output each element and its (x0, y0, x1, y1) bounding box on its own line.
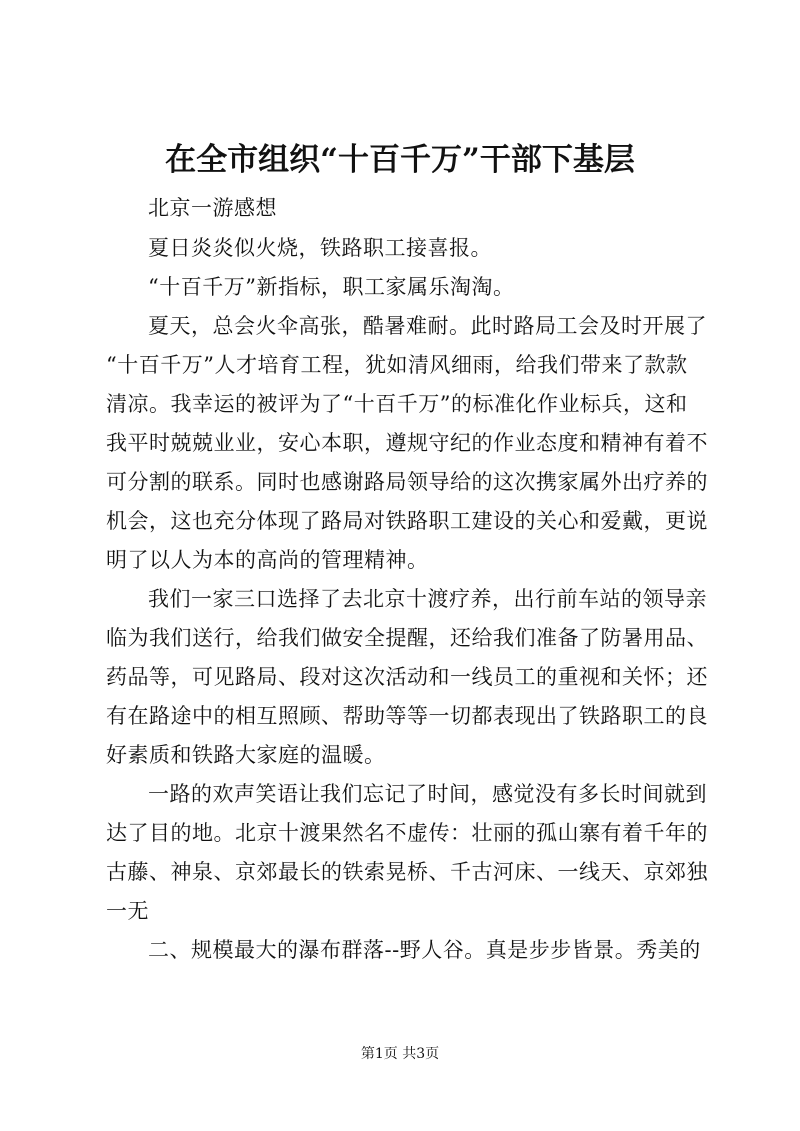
subtitle-line: 北京一游感想 (148, 196, 277, 220)
paragraph-2-line-5: 好素质和铁路大家庭的温暖。 (106, 743, 386, 767)
paragraph-2-line-2: 临为我们送行，给我们做安全提醒，还给我们准备了防暑用品、 (106, 626, 708, 650)
paragraph-4-line-1: 二、规模最大的瀑布群落--野人谷。真是步步皆景。秀美的 (148, 938, 701, 962)
paragraph-1-line-2: “十百千万”人才培育工程，犹如清风细雨，给我们带来了款款 (106, 353, 688, 377)
paragraph-3-line-3: 古藤、神泉、京郊最长的铁索晃桥、千古河床、一线天、京郊独 (106, 860, 708, 884)
paragraph-3-line-2: 达了目的地。北京十渡果然名不虚传：壮丽的孤山寨有着千年的 (106, 821, 708, 845)
paragraph-1-line-4: 我平时兢兢业业，安心本职，遵规守纪的作业态度和精神有着不 (106, 431, 708, 455)
paragraph-1-line-3: 清凉。我幸运的被评为了“十百千万”的标准化作业标兵，这和 (106, 392, 688, 416)
poem-line-2: “十百千万”新指标，职工家属乐淘淘。 (148, 275, 515, 299)
paragraph-2-line-3: 药品等，可见路局、段对这次活动和一线员工的重视和关怀；还 (106, 665, 708, 689)
paragraph-3-line-4: 一无 (106, 899, 149, 923)
paragraph-1-line-5: 可分割的联系。同时也感谢路局领导给的这次携家属外出疗养的 (106, 470, 708, 494)
paragraph-3-line-1: 一路的欢声笑语让我们忘记了时间，感觉没有多长时间就到 (148, 782, 707, 806)
paragraph-1-line-6: 机会，这也充分体现了路局对铁路职工建设的关心和爱戴，更说 (106, 509, 708, 533)
paragraph-1-line-1: 夏天，总会火伞高张，酷暑难耐。此时路局工会及时开展了 (148, 314, 707, 338)
poem-line-1: 夏日炎炎似火烧，铁路职工接喜报。 (148, 236, 492, 260)
page-footer: 第1页 共3页 (360, 1046, 440, 1062)
paragraph-1-line-7: 明了以人为本的高尚的管理精神。 (106, 548, 429, 572)
paragraph-2-line-4: 有在路途中的相互照顾、帮助等等一切都表现出了铁路职工的良 (106, 704, 708, 728)
paragraph-2-line-1: 我们一家三口选择了去北京十渡疗养，出行前车站的领导亲 (148, 587, 707, 611)
document-title: 在全市组织“十百千万”干部下基层 (165, 142, 635, 178)
